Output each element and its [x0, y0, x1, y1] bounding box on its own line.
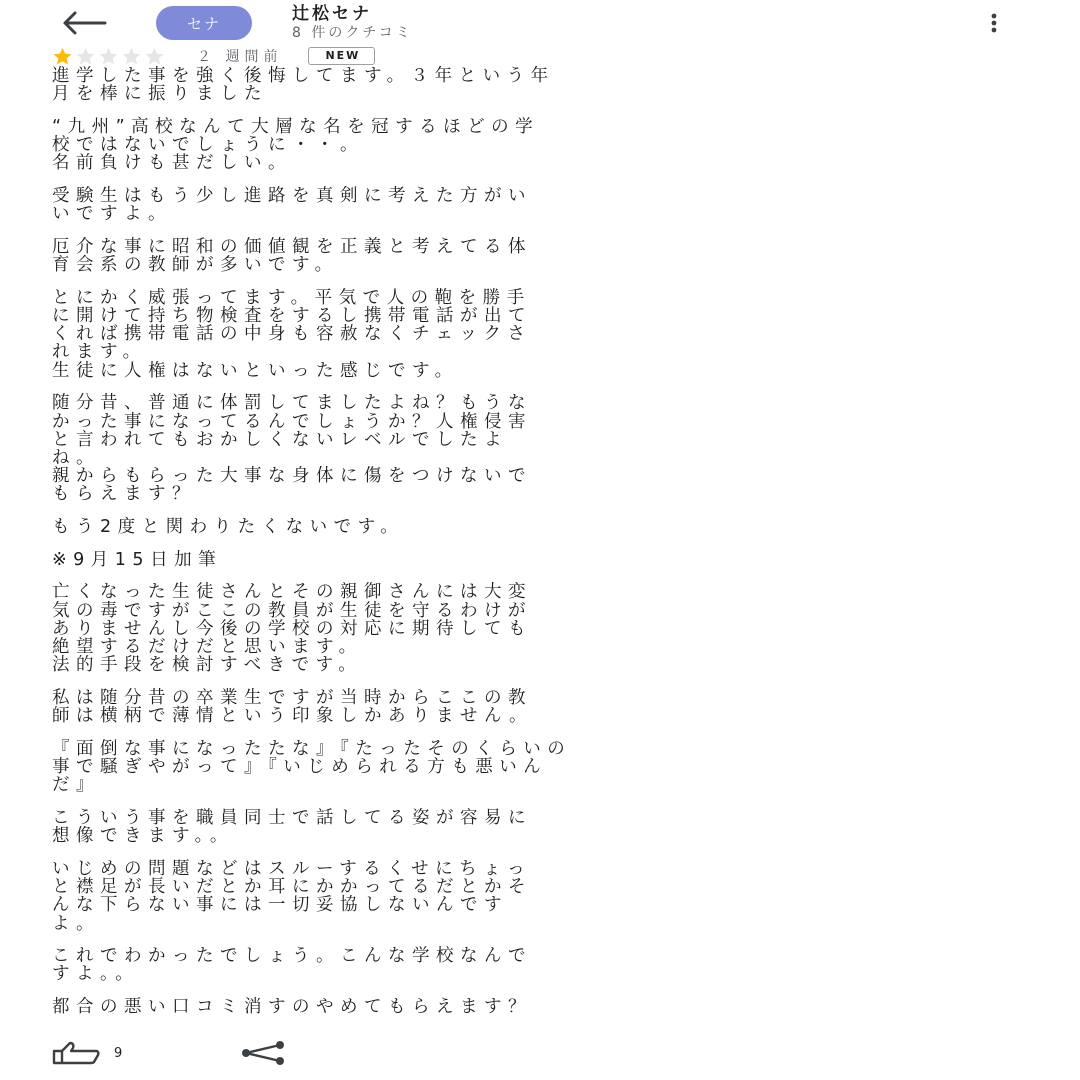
review-paragraph — [52, 118, 1042, 173]
review-paragraph — [52, 860, 1042, 933]
review-line: 随分昔、普通に体罰してましたよね？もうな — [52, 393, 532, 414]
new-badge: NEW — [308, 47, 375, 65]
review-line: ※9月15日加筆 — [52, 549, 223, 570]
review-line: これでわかったでしょう。こんな学校なんで — [52, 946, 532, 967]
review-line: 師は横柄で薄情という印象しかありません。 — [52, 706, 534, 727]
review-line: すよ。。 — [52, 964, 140, 985]
star-empty-icon — [98, 47, 119, 65]
review-line: 生徒に人権はないといった感じです。 — [52, 360, 459, 381]
share-icon — [240, 1041, 288, 1065]
review-line: ね。 — [52, 447, 100, 468]
back-button[interactable] — [58, 6, 110, 40]
review-line: 親からもらった大事な身体に傷をつけないで — [52, 466, 532, 487]
star-empty-icon — [75, 47, 96, 65]
review-paragraph — [52, 187, 1042, 223]
reviewer-name[interactable]: 辻松セナ — [292, 4, 372, 24]
review-paragraph — [52, 518, 1042, 536]
app-header — [0, 0, 1080, 44]
review-line: ありませんし今後の学校の対応に期待しても — [52, 618, 532, 639]
review-line: 厄介な事に昭和の価値観を正義と考えてる体 — [52, 236, 532, 257]
review-line: に開けて持ち物検査をするし携帯電話が出て — [52, 306, 532, 327]
more-vert-icon — [989, 12, 999, 34]
star-filled-icon — [52, 47, 73, 65]
review-line: かった事になってるんでしょうか？人権侵害 — [52, 411, 532, 432]
avatar[interactable]: セナ — [156, 6, 252, 40]
star-rating — [52, 47, 167, 65]
review-line: とにかく威張ってます。平気で人の鞄を勝手 — [52, 287, 531, 308]
review-line: 絶望するだけだと思います。 — [52, 637, 363, 658]
reviewer-info[interactable] — [292, 4, 413, 42]
review-actions — [52, 1040, 288, 1066]
review-line: 私は随分昔の卒業生ですが当時からここの教 — [52, 687, 532, 708]
review-paragraph — [52, 394, 1042, 503]
review-line: 都合の悪い口コミ消すのやめてもらえます？ — [52, 997, 532, 1018]
review-line: いじめの問題などはスルーするくせにちょっ — [52, 858, 532, 879]
review-line: くれば携帯電話の中身も容赦なくチェックさ — [52, 324, 532, 345]
review-text — [52, 67, 1042, 1031]
review-time: ２ 週間前 — [197, 49, 283, 65]
review-paragraph — [52, 289, 1042, 380]
review-paragraph — [52, 583, 1042, 674]
review-line: 月を棒に振りました — [52, 84, 268, 105]
review-line: よ。 — [52, 913, 100, 934]
review-line: もらえます？ — [52, 484, 196, 505]
star-empty-icon — [121, 47, 142, 65]
review-meta — [52, 46, 375, 66]
review-line: 法的手段を検討すべきです。 — [52, 655, 363, 676]
share-button[interactable] — [240, 1041, 288, 1065]
review-line: “九州”高校なんて大層な名を冠するほどの学 — [52, 116, 540, 137]
review-count: 8 件のクチコミ — [292, 25, 413, 41]
review-line: 育会系の教師が多いです。 — [52, 255, 339, 276]
review-paragraph — [52, 809, 1042, 845]
like-count: 9 — [114, 1045, 123, 1061]
review-paragraph — [52, 551, 1042, 569]
star-empty-icon — [144, 47, 165, 65]
review-paragraph — [52, 689, 1042, 725]
review-line: と襟足が長いだとか耳にかかってるだとかそ — [52, 877, 532, 898]
thumbs-up-icon — [52, 1041, 102, 1065]
review-line: だ』 — [52, 775, 100, 796]
arrow-left-icon — [61, 11, 107, 35]
more-options-button[interactable] — [980, 10, 1008, 36]
review-line: と言われてもおかしくないレベルでしたよ — [52, 429, 508, 450]
review-line: れます。 — [52, 342, 147, 363]
review-line: 受験生はもう少し進路を真剣に考えた方がい — [52, 186, 532, 207]
review-paragraph — [52, 998, 1042, 1016]
review-line: 『面倒な事になったたな』『たったそのくらいの — [52, 738, 572, 759]
review-paragraph — [52, 740, 1042, 795]
review-line: 気の毒ですがここの教員が生徒を守るわけが — [52, 600, 532, 621]
review-paragraph — [52, 238, 1042, 274]
review-line: こういう事を職員同士で話してる姿が容易に — [52, 808, 532, 828]
review-line: 名前負けも甚だしい。 — [52, 153, 292, 174]
review-line: いですよ。 — [52, 204, 172, 225]
review-line: 亡くなった生徒さんとその親御さんには大変 — [52, 582, 532, 603]
review-line: 事で騒ぎやがって』『いじめられる方も悪いん — [52, 757, 548, 778]
review-paragraph — [52, 947, 1042, 983]
review-line: 進学した事を強く後悔してます。３年という年 — [52, 66, 555, 86]
review-line: んな下らない事には一切妥協しないんです — [52, 895, 508, 916]
review-line: もう2度と関わりたくないです。 — [52, 517, 405, 538]
review-line: 想像できます。。 — [52, 826, 234, 847]
review-paragraph — [52, 67, 1042, 103]
like-button[interactable] — [52, 1041, 122, 1065]
review-line: 校ではないでしょうに・・。 — [52, 135, 364, 156]
